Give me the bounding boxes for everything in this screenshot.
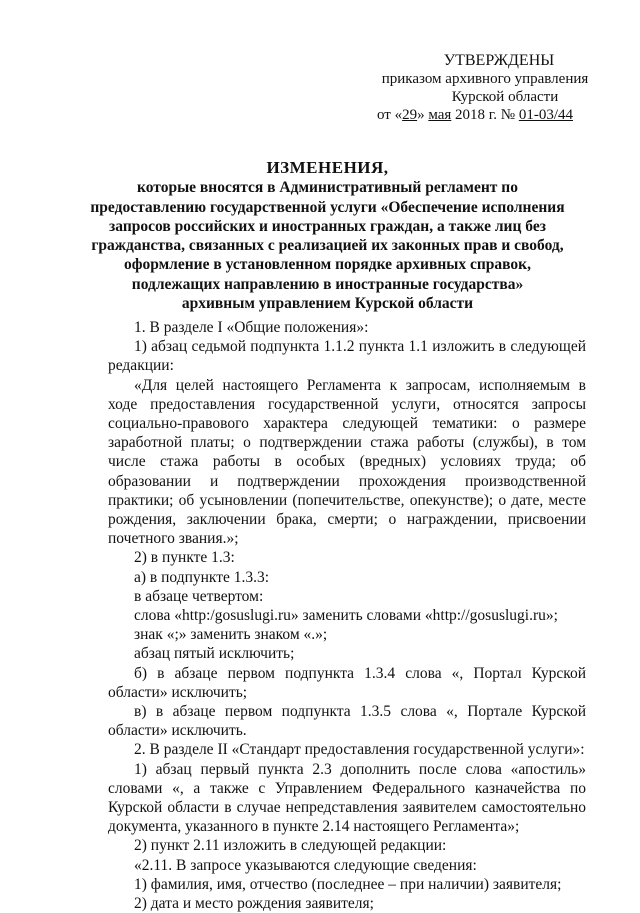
- title-word: ИЗМЕНЕНИЯ,: [266, 158, 389, 177]
- title-line: запросов российских и иностранных граждан, а также лиц без: [109, 217, 546, 235]
- paragraph: 2. В разделе II «Стандарт предоставления государственной услуги»:: [134, 741, 585, 759]
- document-body: [108, 318, 586, 913]
- paragraph: «2.11. В запросе указываются следующие сведения:: [134, 856, 477, 874]
- approval-order-line: приказом архивного управления: [381, 71, 589, 87]
- approval-date-line: [340, 106, 610, 124]
- document-title: [90, 158, 565, 313]
- paragraph: 1. В разделе I «Общие положения»:: [134, 319, 369, 336]
- paragraph: слова «http:/gosuslugi.ru» заменить словами «http://gosuslugi.ru»;: [134, 607, 558, 625]
- date-month: мая: [428, 107, 452, 123]
- paragraph: в) в абзаце первом подпункта 1.3.5 слова «, Портале Курской области» исключить.: [108, 703, 586, 740]
- paragraph: 1) фамилия, имя, отчество (последнее – при наличии) заявителя;: [134, 875, 562, 893]
- paragraph: знак «;» заменить знаком «.»;: [134, 626, 328, 644]
- paragraph: а) в подпункте 1.3.3:: [134, 568, 270, 586]
- title-line: предоставлению государственной услуги «Обеспечение исполнения: [90, 198, 565, 216]
- title-line: архивным управлением Курской области: [181, 295, 474, 313]
- paragraph: 1) абзац седьмой подпункта 1.1.2 пункта 1.1 изложить в следующей редакции:: [108, 338, 586, 375]
- title-line: подлежащих направлению в иностранные государства»: [131, 275, 524, 293]
- paragraph: 1) абзац первый пункта 2.3 дополнить после слова «апостиль» словами «, а также с Управлением Федерального казначейства по Курской области в случае непредставления заявителем самостоятельно документа, указанного в пункте 2.14 настоящего Регламента»;: [108, 760, 586, 836]
- date-day: 29: [402, 107, 418, 123]
- paragraph: 2) пункт 2.11 изложить в следующей редакции:: [134, 837, 447, 855]
- paragraph: б) в абзаце первом подпункта 1.3.4 слова «, Портал Курской области» исключить;: [108, 664, 586, 701]
- date-prefix: от «: [376, 107, 403, 123]
- order-number: 01-03/44: [518, 107, 573, 123]
- approval-region-line: Курской области: [451, 89, 559, 105]
- paragraph: 2) в пункте 1.3:: [134, 549, 235, 567]
- date-mid: »: [417, 107, 425, 123]
- approval-stamp: [340, 52, 610, 124]
- approval-heading: УТВЕРЖДЕНЫ: [443, 52, 555, 69]
- paragraph: 2) дата и место рождения заявителя;: [134, 895, 374, 913]
- title-line: оформление в установленном порядке архивных справок,: [123, 256, 531, 274]
- date-year: 2018 г. №: [455, 107, 516, 123]
- paragraph: в абзаце четвертом:: [134, 587, 264, 605]
- paragraph: «Для целей настоящего Регламента к запросам, исполняемым в ходе предоставления государственной услуги, относятся запросы социально-правового характера следующей тематики: о размере заработной платы; о подтверждении стажа работы (службы), в том числе стажа работы в особых (вредных) условиях труда; об образовании и подтверждении прохождения производственной практики; об усыновлении (попечительстве, опекунстве); о дате, месте рождения, заключении брака, смерти; о награждении, присвоении почетного звания.»;: [108, 376, 586, 548]
- paragraph: абзац пятый исключить;: [134, 645, 295, 663]
- title-line: гражданства, связанных с реализацией их законных прав и свобод,: [91, 237, 564, 255]
- title-line: которые вносятся в Административный регламент по: [137, 179, 518, 197]
